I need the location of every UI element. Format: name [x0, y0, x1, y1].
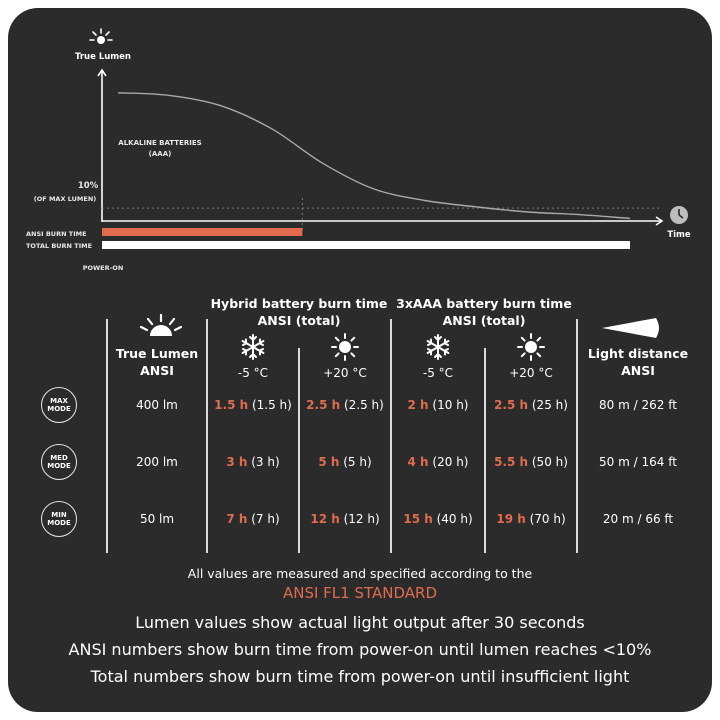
ansi-value: 7 h — [226, 512, 248, 526]
y-axis-label: True Lumen — [75, 52, 131, 62]
total-value: (1.5 h) — [251, 398, 292, 412]
hyb-cold-header: -5 °C — [237, 366, 269, 380]
snowflake-icon — [239, 333, 267, 361]
ansi-value: 2 h — [407, 398, 429, 412]
footer-note-3: Total numbers show burn time from power-on until insufficient light — [90, 667, 630, 686]
ansi-value: 19 h — [496, 512, 526, 526]
total-value: (50 h) — [531, 455, 568, 469]
threshold-label: 10% — [77, 181, 99, 191]
snowflake-icon — [424, 333, 452, 361]
clock-icon — [670, 206, 688, 224]
x-axis — [102, 217, 662, 225]
curve-label-line2: (AAA) — [148, 150, 172, 158]
total-value: (40 h) — [436, 512, 473, 526]
mode-badge-med — [41, 444, 77, 480]
aaa-cold-header: -5 °C — [422, 366, 454, 380]
ansi-value: 3 h — [226, 455, 248, 469]
total-burn-bar — [102, 241, 630, 249]
spec-panel — [8, 8, 712, 712]
total-value: (2.5 h) — [343, 398, 384, 412]
sun-icon — [331, 333, 359, 361]
ansi-value: 5.5 h — [494, 455, 529, 469]
mode-line2: MODE — [47, 462, 71, 470]
hybrid-group-header — [208, 296, 390, 328]
aaa-cold-cell — [392, 455, 484, 469]
total-value: (12 h) — [343, 512, 380, 526]
mode-line1: MAX — [50, 397, 68, 405]
curve-label-line1: ALKALINE BATTERIES — [118, 139, 202, 147]
lumen-value: 200 lm — [136, 455, 178, 469]
distance-header-line2: ANSI — [621, 363, 655, 378]
hybrid-header-line2: ANSI (total) — [257, 313, 341, 328]
hyb-warm-cell — [300, 398, 390, 412]
mode-badge-min — [41, 501, 77, 537]
hybrid-header-line1: Hybrid battery burn time — [210, 296, 388, 311]
distance-value: 50 m / 164 ft — [599, 455, 677, 469]
total-bar-label: TOTAL BURN TIME — [26, 242, 93, 250]
threshold-sublabel: (OF MAX LUMEN) — [33, 195, 97, 203]
sun-icon — [90, 29, 112, 44]
aaa-cold-cell — [392, 512, 484, 526]
ansi-value: 12 h — [310, 512, 340, 526]
x-axis-label: Time — [667, 230, 691, 240]
mode-line2: MODE — [47, 405, 71, 413]
ansi-burn-bar — [102, 228, 302, 236]
aaa-header-line1: 3xAAA battery burn time — [396, 296, 572, 311]
aaa-header-line2: ANSI (total) — [442, 313, 526, 328]
distance-value: 80 m / 262 ft — [599, 398, 677, 412]
aaa-group-header — [392, 296, 576, 328]
lumen-header-line2: ANSI — [140, 363, 174, 378]
mode-line2: MODE — [47, 519, 71, 527]
hyb-warm-cell — [300, 455, 390, 469]
y-axis — [98, 70, 106, 222]
distance-header — [578, 346, 698, 378]
aaa-warm-cell — [486, 512, 576, 526]
hyb-cold-cell — [208, 512, 298, 526]
aaa-warm-cell — [486, 398, 576, 412]
total-value: (7 h) — [251, 512, 280, 526]
ansi-value: 4 h — [407, 455, 429, 469]
hyb-warm-header: +20 °C — [323, 366, 367, 380]
distance-value: 20 m / 66 ft — [602, 512, 674, 526]
lumen-value: 400 lm — [136, 398, 178, 412]
lumen-header-line1: True Lumen — [115, 346, 199, 361]
ansi-value: 5 h — [318, 455, 340, 469]
lumen-value: 50 lm — [139, 512, 175, 526]
total-value: (10 h) — [432, 398, 469, 412]
aaa-warm-cell — [486, 455, 576, 469]
ansi-value: 15 h — [403, 512, 433, 526]
hyb-warm-cell — [300, 512, 390, 526]
sun-icon — [138, 312, 184, 338]
mode-line1: MIN — [51, 511, 67, 519]
footer-intro: All values are measured and specified according to the — [187, 566, 533, 581]
mode-badge-max — [41, 387, 77, 423]
series-line-alkaline — [118, 93, 630, 219]
light-beam-icon — [600, 316, 664, 340]
burn-time-chart — [8, 8, 712, 278]
total-value: (20 h) — [432, 455, 469, 469]
total-value: (25 h) — [531, 398, 568, 412]
footer-standard: ANSI FL1 STANDARD — [282, 584, 437, 602]
mode-line1: MED — [50, 454, 68, 462]
footer-note-2: ANSI numbers show burn time from power-on until lumen reaches <10% — [68, 640, 652, 659]
power-on-label: POWER-ON — [82, 264, 124, 272]
ansi-value: 2.5 h — [494, 398, 529, 412]
ansi-value: 2.5 h — [306, 398, 341, 412]
hyb-cold-cell — [208, 455, 298, 469]
sun-icon — [517, 333, 545, 361]
ansi-value: 1.5 h — [214, 398, 249, 412]
aaa-cold-cell — [392, 398, 484, 412]
total-value: (5 h) — [343, 455, 372, 469]
footer-note-1: Lumen values show actual light output after 30 seconds — [135, 613, 585, 632]
total-value: (3 h) — [251, 455, 280, 469]
ansi-bar-label: ANSI BURN TIME — [26, 230, 87, 238]
hyb-cold-cell — [208, 398, 298, 412]
distance-header-line1: Light distance — [587, 346, 689, 361]
lumen-header — [108, 346, 206, 378]
total-value: (70 h) — [529, 512, 566, 526]
aaa-warm-header: +20 °C — [509, 366, 553, 380]
